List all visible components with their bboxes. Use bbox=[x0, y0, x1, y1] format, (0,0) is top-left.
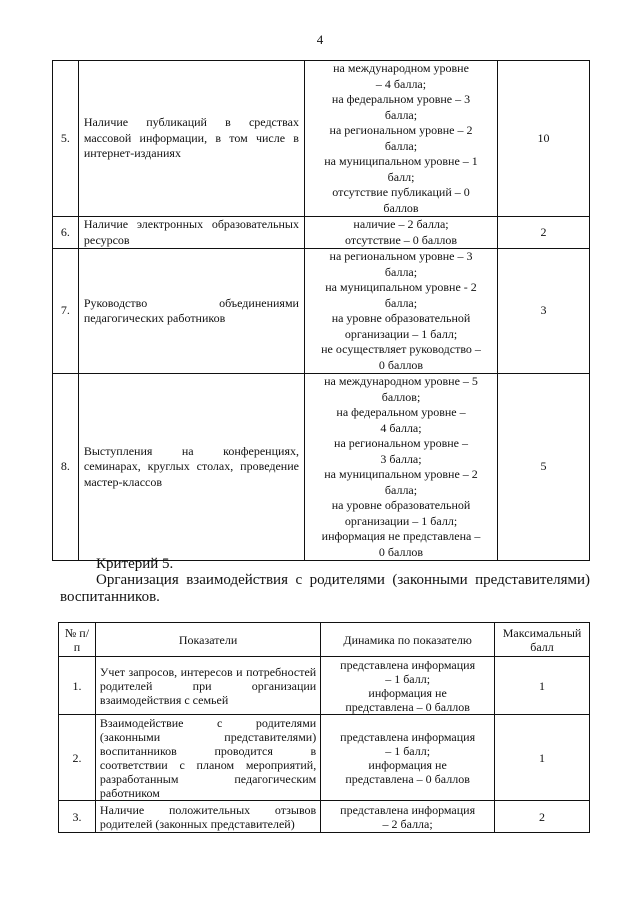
table-row bbox=[59, 657, 590, 715]
indicator-cell: Учет запросов, интересов и потребностей родителей при организации взаимодействия с семьей bbox=[95, 657, 320, 715]
indicator-cell: Наличие положительных отзывов родителей (законных представителей) bbox=[95, 801, 320, 833]
header-max-score: Максимальный балл bbox=[495, 623, 590, 657]
max-score-cell: 1 bbox=[495, 657, 590, 715]
dynamics-line: балла; bbox=[384, 482, 418, 497]
dynamics-line: – 2 балла; bbox=[382, 816, 433, 831]
page-number: 4 bbox=[316, 32, 324, 47]
dynamics-line: на муниципальном уровне – 1 bbox=[324, 154, 478, 168]
dynamics-line: представлена – 0 баллов bbox=[345, 771, 470, 786]
dynamics-cell bbox=[304, 217, 497, 249]
dynamics-line: информация не представлена – bbox=[321, 529, 481, 543]
dynamics-line: на региональном уровне – 3 bbox=[329, 249, 473, 263]
dynamics-line: балла; bbox=[384, 264, 418, 279]
dynamics-cell bbox=[304, 374, 497, 561]
dynamics-line: на региональном уровне – bbox=[334, 436, 468, 450]
max-score-cell: 2 bbox=[498, 217, 590, 249]
dynamics-line: балла; bbox=[384, 138, 418, 153]
criterion-description: Организация взаимодействия с родителями (законными представителями) воспитанников. bbox=[60, 572, 590, 605]
header-number: № п/п bbox=[59, 623, 96, 657]
dynamics-line: представлена – 0 баллов bbox=[345, 699, 470, 714]
dynamics-line: – 1 балл; bbox=[385, 671, 431, 686]
table-header-row bbox=[59, 623, 590, 657]
dynamics-line: на уровне образовательной bbox=[331, 498, 471, 512]
table-row bbox=[59, 715, 590, 801]
dynamics-line: балла; bbox=[384, 295, 418, 310]
dynamics-line: – 4 балла; bbox=[375, 76, 427, 91]
dynamics-line: организации – 1 балл; bbox=[344, 326, 458, 341]
dynamics-cell bbox=[321, 801, 495, 833]
row-number: 8. bbox=[53, 374, 79, 561]
dynamics-cell bbox=[304, 61, 497, 217]
dynamics-line: наличие – 2 балла; bbox=[353, 217, 449, 231]
row-number: 6. bbox=[53, 217, 79, 249]
dynamics-line: баллов; bbox=[381, 389, 421, 404]
dynamics-line: на федеральном уровне – bbox=[336, 405, 466, 419]
dynamics-line: на муниципальном уровне – 2 bbox=[324, 467, 478, 481]
dynamics-line: информация не bbox=[368, 757, 447, 772]
table-row bbox=[59, 801, 590, 833]
dynamics-line: 0 баллов bbox=[378, 544, 424, 559]
dynamics-line: на уровне образовательной bbox=[331, 311, 471, 325]
dynamics-cell bbox=[321, 657, 495, 715]
indicator-cell: Взаимодействие с родителями (законными представителями) воспитанников проводится в соответствии с планом мероприятий, разработанным педагогическим работником bbox=[95, 715, 320, 801]
table-row bbox=[53, 61, 590, 217]
table-row bbox=[53, 217, 590, 249]
indicator-cell: Руководство объединениями педагогических работников bbox=[78, 249, 304, 374]
dynamics-line: – 1 балл; bbox=[385, 743, 431, 758]
dynamics-line: на международном уровне bbox=[333, 61, 469, 75]
dynamics-line: отсутствие – 0 баллов bbox=[345, 232, 457, 247]
header-dynamics: Динамика по показателю bbox=[321, 623, 495, 657]
dynamics-line: балл; bbox=[387, 169, 415, 184]
criterion-5-table bbox=[58, 622, 590, 833]
dynamics-line: баллов bbox=[383, 200, 419, 215]
table-row bbox=[53, 249, 590, 374]
row-number: 5. bbox=[53, 61, 79, 217]
dynamics-line: 0 баллов bbox=[378, 357, 424, 372]
dynamics-line: организации – 1 балл; bbox=[344, 513, 458, 528]
indicator-cell: Наличие электронных образовательных ресурсов bbox=[78, 217, 304, 249]
header-indicators: Показатели bbox=[95, 623, 320, 657]
row-number: 7. bbox=[53, 249, 79, 374]
dynamics-line: на региональном уровне – 2 bbox=[329, 123, 473, 137]
criterion-title: Критерий 5. bbox=[96, 556, 174, 572]
dynamics-line: 3 балла; bbox=[380, 451, 422, 466]
table-row bbox=[53, 374, 590, 561]
row-number: 3. bbox=[59, 801, 96, 833]
indicator-cell: Наличие публикаций в средствах массовой информации, в том числе в интернет-изданиях bbox=[78, 61, 304, 217]
max-score-cell: 2 bbox=[495, 801, 590, 833]
dynamics-line: информация не bbox=[368, 685, 447, 700]
max-score-cell: 10 bbox=[498, 61, 590, 217]
dynamics-line: представлена информация bbox=[340, 657, 476, 672]
dynamics-line: представлена информация bbox=[340, 802, 476, 817]
dynamics-line: балла; bbox=[384, 107, 418, 122]
dynamics-cell bbox=[321, 715, 495, 801]
row-number: 2. bbox=[59, 715, 96, 801]
row-number: 1. bbox=[59, 657, 96, 715]
criterion-4-table-continued bbox=[52, 60, 590, 561]
dynamics-line: на федеральном уровне – 3 bbox=[331, 92, 471, 106]
max-score-cell: 1 bbox=[495, 715, 590, 801]
max-score-cell: 5 bbox=[498, 374, 590, 561]
dynamics-line: отсутствие публикаций – 0 bbox=[332, 185, 470, 199]
dynamics-cell bbox=[304, 249, 497, 374]
dynamics-line: 4 балла; bbox=[380, 420, 422, 435]
dynamics-line: на международном уровне – 5 bbox=[324, 374, 478, 388]
max-score-cell: 3 bbox=[498, 249, 590, 374]
dynamics-line: представлена информация bbox=[340, 729, 476, 744]
indicator-cell: Выступления на конференциях, семинарах, круглых столах, проведение мастер-классов bbox=[78, 374, 304, 561]
dynamics-line: не осуществляет руководство – bbox=[321, 342, 481, 356]
dynamics-line: на муниципальном уровне - 2 bbox=[325, 280, 477, 294]
